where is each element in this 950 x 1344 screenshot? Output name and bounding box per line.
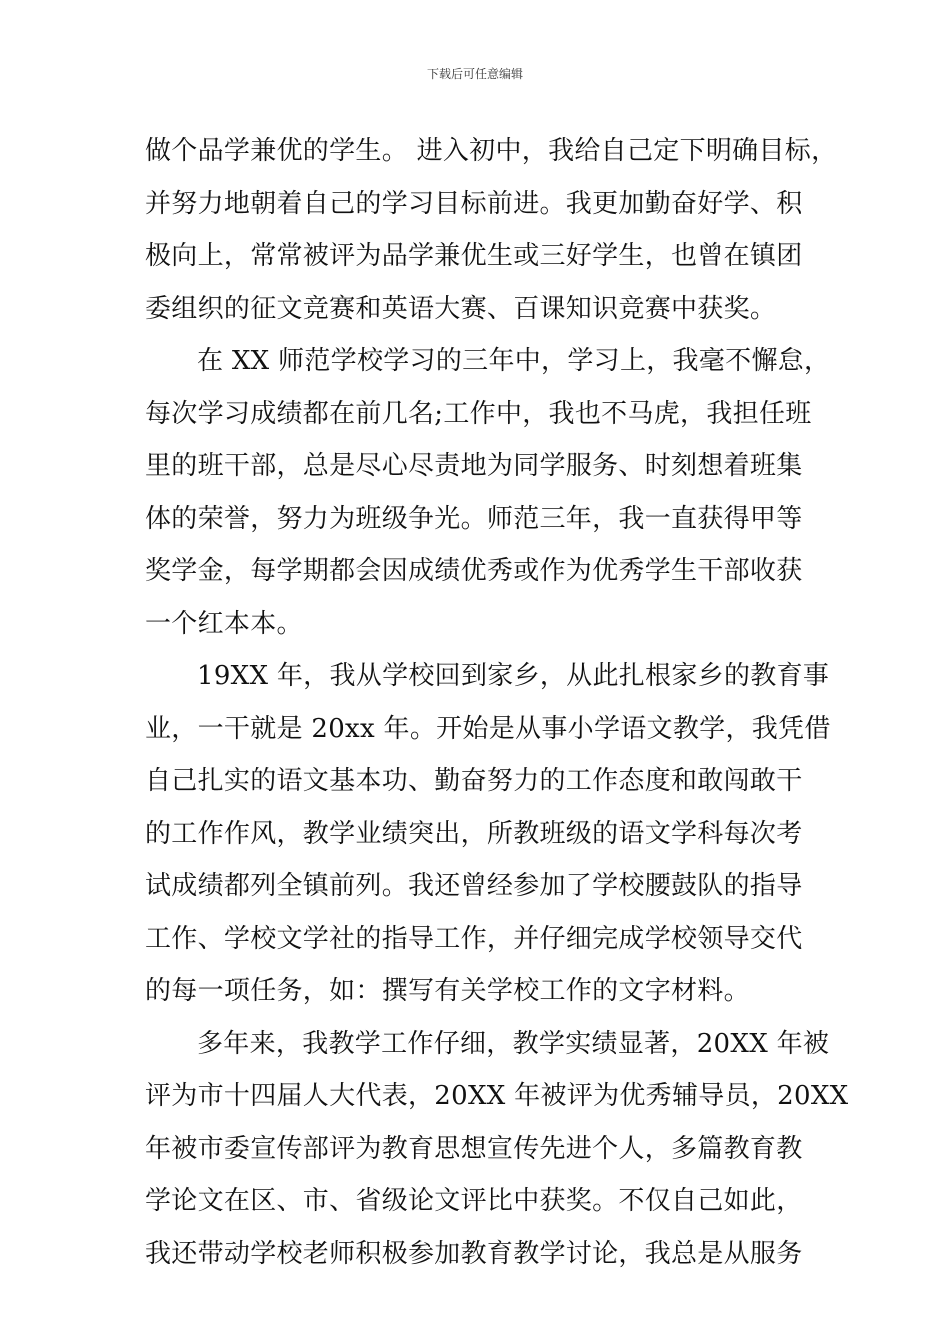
text-line: 评为市十四届人大代表，20XX 年被评为优秀辅导员，20XX bbox=[145, 1081, 849, 1111]
text-line: 委组织的征文竞赛和英语大赛、百课知识竞赛中获奖。 bbox=[145, 293, 777, 324]
text-line: 里的班干部，总是尽心尽责地为同学服务、时刻想着班集 bbox=[145, 451, 803, 481]
text-line: 奖学金，每学期都会因成绩优秀或作为优秀学生干部收获 bbox=[145, 556, 803, 586]
page-header-note: 下载后可任意编辑 bbox=[426, 67, 523, 81]
document-body bbox=[145, 125, 849, 1280]
text-line: 业，一干就是 20xx 年。开始是从事小学语文教学，我凭借 bbox=[145, 713, 831, 744]
paragraph-first-line: 19XX 年，我从学校回到家乡，从此扎根家乡的教育事 bbox=[197, 661, 830, 691]
text-line: 做个品学兼优的学生。 进入初中，我给自己定下明确目标， bbox=[145, 136, 838, 166]
text-line: 体的荣誉，努力为班级争光。师范三年，我一直获得甲等 bbox=[145, 503, 803, 534]
text-line: 工作、学校文学社的指导工作，并仔细完成学校领导交代 bbox=[145, 923, 803, 954]
text-line: 学论文在区、市、省级论文评比中获奖。不仅自己如此， bbox=[145, 1186, 803, 1216]
text-line: 极向上，常常被评为品学兼优生或三好学生，也曾在镇团 bbox=[145, 241, 803, 271]
text-line: 并努力地朝着自己的学习目标前进。我更加勤奋好学、积 bbox=[145, 188, 803, 219]
text-line: 自己扎实的语文基本功、勤奋努力的工作态度和敢闯敢干 bbox=[145, 766, 803, 796]
text-line: 一个红本本。 bbox=[145, 608, 303, 639]
text-line: 我还带动学校老师积极参加教育教学讨论，我总是从服务 bbox=[145, 1238, 803, 1269]
paragraph-first-line: 多年来，我教学工作仔细，教学实绩显著，20XX 年被 bbox=[197, 1028, 830, 1059]
text-line: 年被市委宣传部评为教育思想宣传先进个人，多篇教育教 bbox=[145, 1133, 803, 1164]
paragraph-first-line: 在 XX 师范学校学习的三年中，学习上，我毫不懈怠， bbox=[197, 346, 831, 376]
text-line: 的每一项任务，如：撰写有关学校工作的文字材料。 bbox=[145, 976, 750, 1006]
text-line: 试成绩都列全镇前列。我还曾经参加了学校腰鼓队的指导 bbox=[145, 871, 803, 901]
text-line: 每次学习成绩都在前几名;工作中，我也不马虎，我担任班 bbox=[145, 398, 812, 429]
text-line: 的工作作风，教学业绩突出，所教班级的语文学科每次考 bbox=[145, 818, 803, 849]
